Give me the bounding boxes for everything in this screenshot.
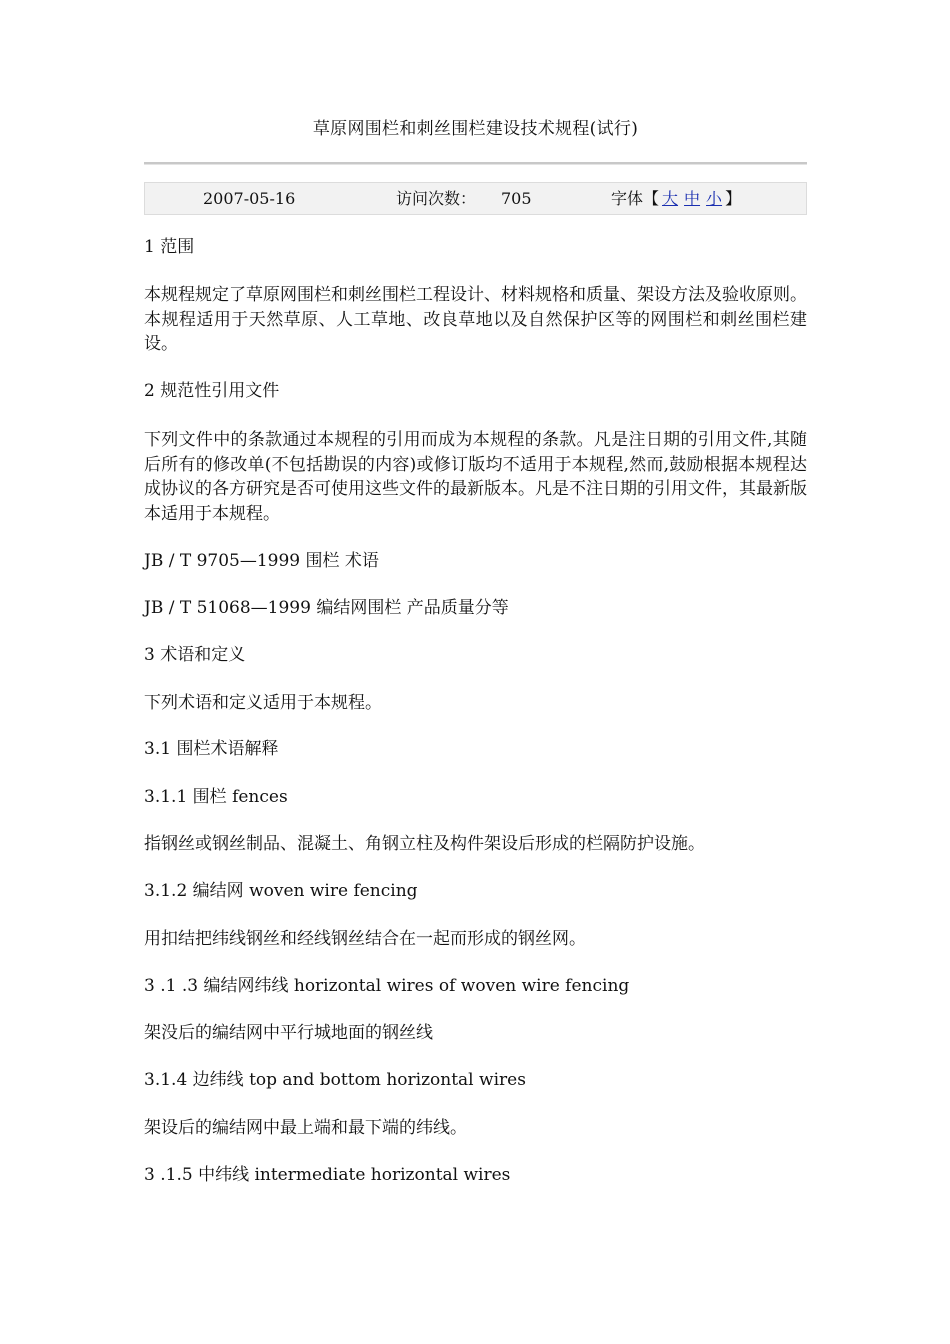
section-heading-3: 3 术语和定义 — [144, 645, 246, 665]
term-heading: 3.1.4 边纬线 top and bottom horizontal wires — [144, 1070, 526, 1090]
section-heading-2: 2 规范性引用文件 — [144, 381, 280, 401]
term-heading: 3.1.2 编结网 woven wire fencing — [144, 881, 418, 901]
reference-item: JB / T 9705—1999 围栏 术语 — [144, 551, 379, 571]
term-definition: 用扣结把纬线钢丝和经线钢丝结合在一起而形成的钢丝网。 — [144, 929, 586, 949]
reference-item: JB / T 51068—1999 编结网围栏 产品质量分等 — [144, 598, 509, 618]
term-heading: 3.1.1 围栏 fences — [144, 787, 288, 807]
font-size-label: 字体【 — [611, 189, 660, 208]
subsection-heading: 3.1 围栏术语解释 — [144, 739, 279, 759]
section-heading-1: 1 范围 — [144, 237, 195, 257]
title-divider — [144, 162, 807, 165]
term-heading: 3 .1.5 中纬线 intermediate horizontal wires — [144, 1165, 511, 1185]
font-large-link[interactable]: 大 — [662, 189, 679, 208]
term-definition: 架没后的编结网中平行城地面的钢丝线 — [144, 1023, 433, 1043]
article-meta-bar — [144, 182, 807, 215]
publish-date: 2007-05-16 — [203, 189, 296, 208]
page-title: 草原网围栏和刺丝围栏建设技术规程(试行) — [312, 119, 639, 139]
paragraph: 下列术语和定义适用于本规程。 — [144, 693, 382, 713]
paragraph-scope: 本规程规定了草原网围栏和刺丝围栏工程设计、材料规格和质量、架设方法及验收原则。本规程适用于天然草原、人工草地、改良草地以及自然保护区等的网围栏和刺丝围栏建设。 — [144, 285, 807, 354]
font-size-close: 】 — [725, 189, 742, 208]
term-heading: 3 .1 .3 编结网纬线 horizontal wires of woven wire fencing — [144, 976, 630, 996]
visits-count: 705 — [501, 189, 532, 208]
term-definition: 指钢丝或钢丝制品、混凝土、角钢立柱及构件架设后形成的栏隔防护设施。 — [144, 834, 705, 854]
term-definition: 架设后的编结网中最上端和最下端的纬线。 — [144, 1118, 467, 1138]
paragraph-references: 下列文件中的条款通过本规程的引用而成为本规程的条款。凡是注日期的引用文件,其随后所有的修改单(不包括勘误的内容)或修订版均不适用于本规程,然而,鼓励根据本规程达成协议的各方研究是否可使用这些文件的最新版本。凡是不注日期的引用文件，其最新版本适用于本规程。 — [144, 430, 807, 524]
font-medium-link[interactable]: 中 — [684, 189, 701, 208]
font-small-link[interactable]: 小 — [706, 189, 723, 208]
font-size-control — [611, 188, 741, 210]
visits-label: 访问次数： — [396, 189, 477, 208]
